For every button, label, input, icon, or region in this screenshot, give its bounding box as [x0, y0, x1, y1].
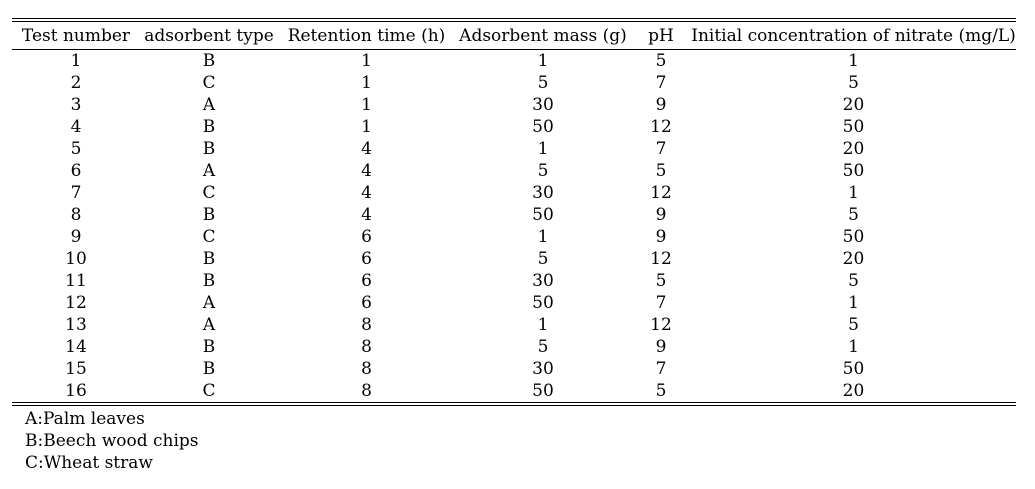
cell-ph: 9 [655, 205, 667, 225]
cell-adsorbent-mass: 50 [532, 293, 554, 313]
cell-initial-nitrate: 50 [842, 227, 865, 247]
cell-adsorbent-mass: 30 [532, 271, 554, 291]
cell-retention-time: 1 [361, 95, 372, 115]
header-ph: pH [648, 25, 674, 46]
cell-test-number: 2 [70, 73, 82, 93]
cell-adsorbent-type: C [202, 227, 216, 247]
cell-retention-time: 6 [361, 249, 372, 269]
cell-adsorbent-mass: 30 [532, 183, 554, 203]
table-row [12, 160, 1016, 182]
cell-ph: 5 [655, 271, 667, 291]
footnote: C:Wheat straw [25, 453, 153, 473]
cell-retention-time: 4 [361, 139, 372, 159]
cell-test-number: 12 [65, 293, 87, 313]
cell-ph: 12 [650, 117, 672, 137]
table-row [12, 182, 1016, 204]
cell-adsorbent-type: B [202, 139, 216, 159]
cell-test-number: 15 [65, 359, 87, 379]
header-adsorbent-mass: Adsorbent mass (g) [459, 25, 627, 46]
cell-retention-time: 1 [361, 117, 372, 137]
cell-adsorbent-type: B [202, 117, 216, 137]
table-row [12, 204, 1016, 226]
cell-retention-time: 4 [361, 205, 372, 225]
table-header [12, 22, 1016, 50]
cell-test-number: 6 [70, 161, 82, 181]
cell-adsorbent-mass: 1 [537, 315, 549, 335]
cell-ph: 9 [655, 227, 667, 247]
cell-adsorbent-type: C [202, 73, 216, 93]
cell-adsorbent-type: A [202, 161, 216, 181]
cell-initial-nitrate: 1 [848, 51, 859, 71]
cell-ph: 9 [655, 337, 667, 357]
table-row [12, 72, 1016, 94]
cell-test-number: 4 [70, 117, 82, 137]
cell-retention-time: 8 [361, 337, 372, 357]
table-footnotes [12, 408, 1016, 474]
table-row [12, 138, 1016, 160]
cell-test-number: 3 [70, 95, 82, 115]
footnote: B:Beech wood chips [25, 431, 199, 451]
cell-initial-nitrate: 5 [848, 315, 859, 335]
cell-retention-time: 1 [361, 51, 372, 71]
header-row [12, 22, 1016, 50]
cell-adsorbent-mass: 5 [537, 337, 549, 357]
cell-adsorbent-type: B [202, 249, 216, 269]
table-row [12, 380, 1016, 402]
cell-adsorbent-type: B [202, 337, 216, 357]
cell-initial-nitrate: 50 [842, 161, 865, 181]
cell-retention-time: 6 [361, 293, 372, 313]
cell-adsorbent-mass: 50 [532, 381, 554, 401]
cell-retention-time: 8 [361, 359, 372, 379]
cell-retention-time: 8 [361, 315, 372, 335]
cell-initial-nitrate: 20 [842, 95, 865, 115]
cell-initial-nitrate: 5 [848, 73, 859, 93]
cell-adsorbent-type: B [202, 51, 216, 71]
cell-ph: 7 [655, 73, 667, 93]
cell-test-number: 13 [65, 315, 87, 335]
cell-retention-time: 4 [361, 161, 372, 181]
cell-initial-nitrate: 50 [842, 359, 865, 379]
cell-initial-nitrate: 20 [842, 381, 865, 401]
table-row [12, 226, 1016, 248]
cell-test-number: 14 [65, 337, 87, 357]
cell-ph: 7 [655, 359, 667, 379]
bottom-double-rule [12, 402, 1016, 406]
cell-initial-nitrate: 1 [848, 293, 859, 313]
cell-ph: 12 [650, 249, 672, 269]
cell-test-number: 9 [70, 227, 82, 247]
cell-retention-time: 6 [361, 271, 372, 291]
cell-initial-nitrate: 50 [842, 117, 865, 137]
cell-adsorbent-mass: 1 [537, 227, 549, 247]
header-initial-nitrate: Initial concentration of nitrate (mg/L) [691, 25, 1016, 46]
table-row [12, 336, 1016, 358]
cell-adsorbent-mass: 50 [532, 117, 554, 137]
experiment-table [12, 22, 1016, 402]
cell-adsorbent-mass: 30 [532, 359, 554, 379]
cell-ph: 9 [655, 95, 667, 115]
cell-adsorbent-type: A [202, 315, 216, 335]
cell-adsorbent-mass: 30 [532, 95, 554, 115]
cell-initial-nitrate: 20 [842, 139, 865, 159]
table-row [12, 314, 1016, 336]
table-row [12, 292, 1016, 314]
table-row [12, 50, 1016, 73]
cell-adsorbent-mass: 1 [537, 139, 549, 159]
cell-adsorbent-type: C [202, 381, 216, 401]
cell-adsorbent-mass: 1 [537, 51, 549, 71]
cell-retention-time: 6 [361, 227, 372, 247]
cell-adsorbent-type: B [202, 205, 216, 225]
header-test-number: Test number [21, 25, 131, 46]
cell-ph: 7 [655, 293, 667, 313]
cell-initial-nitrate: 1 [848, 337, 859, 357]
cell-ph: 5 [655, 51, 667, 71]
footnote: A:Palm leaves [25, 409, 145, 429]
cell-adsorbent-type: B [202, 271, 216, 291]
cell-adsorbent-type: B [202, 359, 216, 379]
table-row [12, 358, 1016, 380]
cell-retention-time: 8 [361, 381, 372, 401]
cell-test-number: 1 [70, 51, 82, 71]
cell-test-number: 5 [70, 139, 82, 159]
table-body [12, 50, 1016, 403]
cell-ph: 12 [650, 183, 672, 203]
cell-test-number: 8 [70, 205, 82, 225]
cell-adsorbent-mass: 50 [532, 205, 554, 225]
cell-adsorbent-type: C [202, 183, 216, 203]
table-row [12, 270, 1016, 292]
table-row [12, 248, 1016, 270]
cell-retention-time: 1 [361, 73, 372, 93]
header-adsorbent-type: adsorbent type [144, 25, 274, 46]
cell-initial-nitrate: 5 [848, 271, 859, 291]
cell-ph: 5 [655, 381, 667, 401]
cell-initial-nitrate: 1 [848, 183, 859, 203]
cell-test-number: 16 [65, 381, 87, 401]
table-row [12, 94, 1016, 116]
cell-test-number: 10 [65, 249, 87, 269]
cell-ph: 5 [655, 161, 667, 181]
cell-test-number: 7 [70, 183, 82, 203]
cell-adsorbent-mass: 5 [537, 161, 549, 181]
cell-adsorbent-mass: 5 [537, 73, 549, 93]
cell-initial-nitrate: 5 [848, 205, 859, 225]
cell-test-number: 11 [65, 271, 87, 291]
cell-ph: 7 [655, 139, 667, 159]
cell-adsorbent-type: A [202, 293, 216, 313]
cell-ph: 12 [650, 315, 672, 335]
header-retention-time: Retention time (h) [287, 25, 446, 46]
cell-retention-time: 4 [361, 183, 372, 203]
cell-adsorbent-type: A [202, 95, 216, 115]
cell-adsorbent-mass: 5 [537, 249, 549, 269]
cell-initial-nitrate: 20 [842, 249, 865, 269]
document [12, 18, 1016, 474]
table-row [12, 116, 1016, 138]
